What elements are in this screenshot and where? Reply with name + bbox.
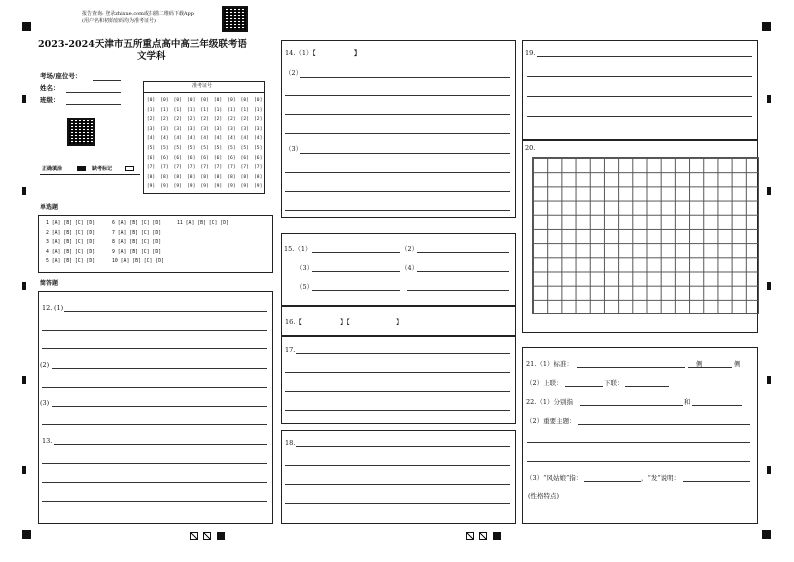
q18-box: [281, 430, 516, 524]
answer-line[interactable]: [42, 501, 267, 502]
answer-line[interactable]: [417, 271, 509, 272]
answer-line[interactable]: [312, 290, 400, 291]
legend-correct-swatch: [77, 166, 86, 171]
choice-column-1[interactable]: 1 [A] [B] [C] [D] 2 [A] [B] [C] [D] 3 [A] [B] [C] [D] 4 [A] [B] [C] [D] 5 [A] [B] [C] [D]: [46, 221, 96, 265]
side-mark: [767, 187, 771, 195]
answer-line[interactable]: [537, 56, 752, 57]
answer-line[interactable]: [52, 368, 267, 369]
q12-part1-label: (1): [54, 304, 64, 312]
section-single-choice: 单选题: [40, 204, 59, 211]
q21-side2-label: 侧: [734, 360, 741, 368]
choice-column-2[interactable]: 6 [A] [B] [C] [D] 7 [A] [B] [C] [D] 8 [A] [B] [C] [D] 9 [A] [B] [C] [D] 10 [A] [B] [C] [D]: [112, 221, 164, 265]
ticket-digit-column[interactable]: [0] [1] [2] [3] [4] [5] [6] [7] [8] [9]: [213, 98, 223, 190]
answer-line[interactable]: [64, 311, 267, 312]
side-mark: [22, 376, 26, 384]
page-mark-icon: [203, 532, 211, 540]
answer-line[interactable]: [285, 191, 510, 192]
q15-part5-label: （5）: [296, 283, 314, 291]
answer-line[interactable]: [692, 405, 742, 406]
q18-label: 18.: [285, 439, 296, 447]
q22-label: 22.（1）分别指: [526, 398, 573, 406]
q22-theme-label: （2）重要主题：: [526, 417, 576, 425]
ticket-digit-column[interactable]: [0] [1] [2] [3] [4] [5] [6] [7] [8] [9]: [146, 98, 156, 190]
exam-room-field[interactable]: [93, 80, 121, 81]
answer-line[interactable]: [285, 210, 510, 211]
ticket-digit-column[interactable]: [0] [1] [2] [3] [4] [5] [6] [7] [8] [9]: [240, 98, 249, 190]
answer-line[interactable]: [578, 424, 750, 425]
legend-divider: [40, 174, 140, 175]
legend-absent-label: 缺考标记: [92, 166, 113, 172]
answer-line[interactable]: [625, 386, 669, 387]
side-mark: [22, 282, 26, 290]
answer-line[interactable]: [285, 465, 510, 466]
q22-part3-mid: ，“发”说明：: [641, 474, 681, 482]
q21-lower-label: 下联：: [604, 379, 624, 387]
student-qr-code-icon: [67, 118, 95, 146]
header-notice: 报告查询: 登录zhixue.com或扫描二维码下载App: [82, 11, 194, 17]
exam-room-label: 考场/座位号：: [40, 72, 82, 80]
answer-line[interactable]: [584, 481, 641, 482]
answer-line[interactable]: [54, 444, 267, 445]
q15-label: 15.（1）: [284, 245, 312, 253]
q20-label: 20.: [525, 144, 536, 152]
ticket-divider: [143, 92, 265, 93]
answer-line[interactable]: [285, 114, 510, 115]
q16-bracket-mid: 】【: [340, 318, 350, 326]
page-mark-solid: [217, 532, 225, 540]
q17-label: 17.: [285, 346, 296, 354]
q21-side1-label: 侧: [696, 360, 703, 368]
answer-line[interactable]: [312, 271, 400, 272]
answer-line[interactable]: [296, 353, 510, 354]
ticket-digit-column[interactable]: [0] [1] [2] [3] [4] [5] [6] [7] [8] [9]: [160, 98, 169, 190]
writing-grid[interactable]: [532, 157, 759, 314]
q19-box: [522, 40, 758, 140]
answer-line[interactable]: [285, 95, 510, 96]
corner-mark-br: [762, 530, 771, 539]
answer-line[interactable]: [285, 372, 510, 373]
corner-mark-bl: [22, 530, 31, 539]
exam-subtitle: 文学科: [137, 51, 166, 62]
answer-line[interactable]: [285, 410, 510, 411]
page-mark-solid: [493, 532, 501, 540]
q21-upper-label: （2）上联：: [526, 379, 563, 387]
side-mark: [22, 466, 26, 474]
ticket-digit-column[interactable]: [0] [1] [2] [3] [4] [5] [6] [7] [8] [9]: [200, 98, 209, 190]
legend-correct-label: 正确填涂: [42, 166, 63, 172]
answer-line[interactable]: [527, 116, 752, 117]
answer-line[interactable]: [42, 424, 267, 425]
section-short-answer: 简答题: [40, 280, 59, 287]
q12-label: 12.: [42, 304, 53, 312]
answer-line[interactable]: [285, 503, 510, 504]
answer-line[interactable]: [527, 96, 752, 97]
side-mark: [767, 466, 771, 474]
answer-line[interactable]: [577, 367, 685, 368]
app-qr-code-icon: [222, 6, 248, 32]
page-mark-icon: [479, 532, 487, 540]
name-label: 姓名：: [40, 84, 60, 92]
answer-line[interactable]: [708, 367, 732, 368]
q14-part3-label: （3）: [285, 145, 303, 153]
answer-line[interactable]: [42, 387, 267, 388]
q19-label: 19.: [525, 49, 536, 57]
answer-line[interactable]: [52, 406, 267, 407]
q15-part3-label: （3）: [296, 264, 314, 272]
q12-part2-label: (2): [40, 361, 50, 369]
q22-part3-label: （3）“风姑娘”指：: [526, 474, 583, 482]
short-answer-box: [38, 291, 273, 524]
q22-part3-note: (性格特点): [528, 492, 560, 500]
side-mark: [767, 95, 771, 103]
ticket-digit-column[interactable]: [0] [1] [2] [3] [4] [5] [6] [7] [8] [9]: [227, 98, 236, 190]
q14-part2-label: （2）: [285, 69, 303, 77]
class-label: 班级：: [40, 96, 60, 104]
side-mark: [22, 95, 26, 103]
ticket-digit-column[interactable]: [0] [1] [2] [3] [4] [5] [6] [7] [8] [9]: [187, 98, 196, 190]
answer-line[interactable]: [285, 484, 510, 485]
answer-line[interactable]: [42, 463, 267, 464]
ticket-title: 准考证号: [192, 83, 213, 89]
header-notice-sub: (用户名和初始密码均为准考证号): [82, 18, 156, 24]
q15-part4-label: （4）: [401, 264, 419, 272]
class-field[interactable]: [66, 104, 121, 105]
answer-line[interactable]: [285, 391, 510, 392]
ticket-digit-column[interactable]: [0] [1] [2] [3] [4] [5] [6] [7] [8] [9]: [254, 98, 263, 190]
page-mark-icon: [190, 532, 198, 540]
q21-label: 21.（1）标准：: [526, 360, 573, 368]
ticket-digit-column[interactable]: [0] [1] [2] [3] [4] [5] [6] [7] [8] [9]: [173, 98, 182, 190]
choice-column-3[interactable]: 11 [A] [B] [C] [D]: [177, 221, 229, 226]
q16-label: 16.【: [285, 318, 302, 326]
answer-line[interactable]: [300, 153, 510, 154]
answer-line[interactable]: [527, 442, 750, 443]
q12-part3-label: (3): [40, 399, 50, 407]
side-mark: [22, 187, 26, 195]
q16-bracket-end: 】: [396, 318, 403, 326]
side-mark: [767, 282, 771, 290]
answer-line[interactable]: [285, 133, 510, 134]
answer-line[interactable]: [527, 76, 752, 77]
answer-line[interactable]: [42, 348, 267, 349]
answer-line[interactable]: [300, 77, 510, 78]
side-mark: [767, 376, 771, 384]
answer-line[interactable]: [417, 252, 509, 253]
answer-line[interactable]: [407, 290, 509, 291]
page-mark-icon: [466, 532, 474, 540]
q15-part2-label: （2）: [401, 245, 419, 253]
corner-mark-tl: [22, 22, 31, 31]
q13-label: 13.: [42, 437, 53, 445]
answer-line[interactable]: [285, 172, 510, 173]
answer-line[interactable]: [527, 461, 750, 462]
answer-line[interactable]: [42, 482, 267, 483]
q14-label: 14.（1）【: [285, 49, 316, 57]
q15-box: [281, 233, 516, 306]
name-field[interactable]: [66, 92, 121, 93]
absent-mark-box[interactable]: [125, 166, 134, 171]
answer-line[interactable]: [312, 252, 400, 253]
answer-line[interactable]: [565, 386, 603, 387]
answer-line[interactable]: [580, 405, 683, 406]
answer-line[interactable]: [296, 446, 510, 447]
answer-line[interactable]: [683, 481, 750, 482]
q22-and-label: 和: [684, 398, 691, 406]
answer-line[interactable]: [42, 330, 267, 331]
corner-mark-tr: [762, 22, 771, 31]
q14-bracket-close: 】: [354, 49, 361, 57]
exam-title: 2023-2024天津市五所重点高中高三年级联考语: [38, 39, 247, 50]
